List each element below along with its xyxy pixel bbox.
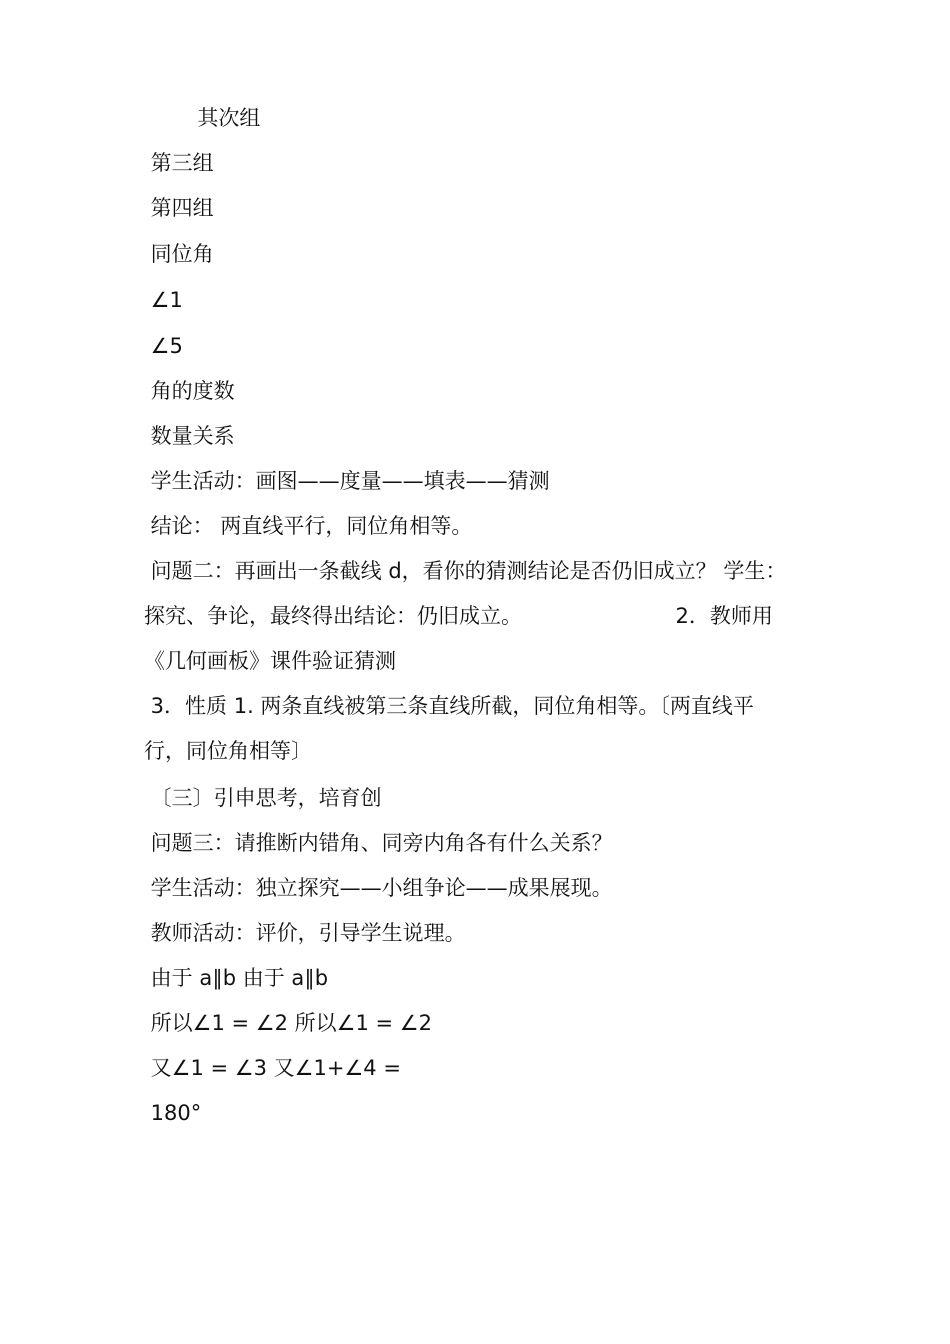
- text-line: 〔三〕引申思考，培育创: [144, 786, 382, 810]
- text-line: 问题二：再画出一条截线 d，看你的猜测结论是否仍旧成立？ 学生：: [144, 559, 787, 583]
- text-line: 问题三：请推断内错角、同旁内角各有什么关系？: [144, 831, 613, 855]
- text-line: 第四组: [144, 196, 214, 220]
- text-line: 180°: [144, 1101, 202, 1125]
- text-line: ∠5: [144, 334, 183, 358]
- text-line: 所以∠1 = ∠2 所以∠1 = ∠2: [144, 1011, 432, 1035]
- text-line: 数量关系: [144, 424, 235, 448]
- text-line: 《几何画板》课件验证猜测: [144, 649, 396, 673]
- text-line: 其次组: [144, 106, 261, 130]
- text-line: 第三组: [144, 151, 214, 175]
- text-line: 教师活动：评价，引导学生说理。: [144, 921, 466, 945]
- text-line: 学生活动：独立探究——小组争论——成果展现。: [144, 876, 613, 900]
- text-line: 由于 a∥b 由于 a∥b: [144, 966, 329, 990]
- text-line: 又∠1 = ∠3 又∠1+∠4 =: [144, 1056, 401, 1080]
- text-line: 角的度数: [144, 379, 235, 403]
- text-line: 3．性质 1. 两条直线被第三条直线所截，同位角相等。〔两直线平: [144, 694, 754, 718]
- text-line: 学生活动：画图——度量——填表——猜测: [144, 469, 550, 493]
- text-line: 结论： 两直线平行，同位角相等。: [144, 514, 473, 538]
- text-line: 同位角: [144, 242, 214, 266]
- text-line: 探究、争论，最终得出结论：仍旧成立。 2．教师用: [144, 604, 773, 628]
- text-line: 行，同位角相等〕: [144, 739, 312, 763]
- text-line: ∠1: [144, 288, 183, 312]
